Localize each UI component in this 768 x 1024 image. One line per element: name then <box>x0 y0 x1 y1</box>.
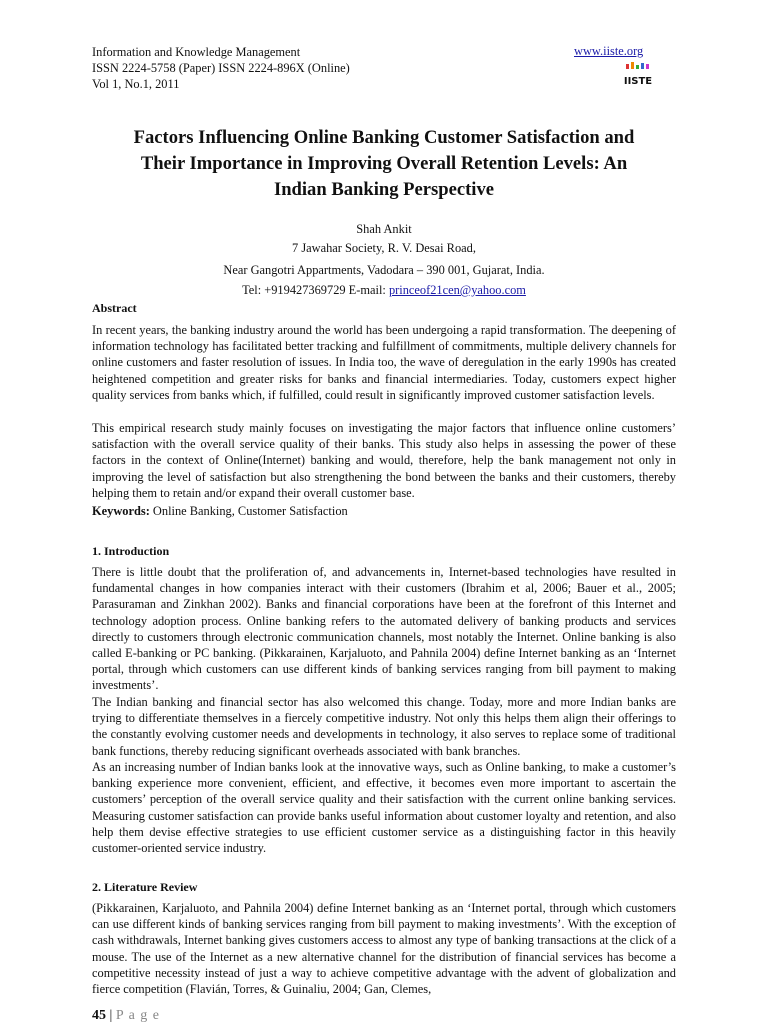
author-contact <box>92 281 676 299</box>
keywords-label: Keywords: <box>92 504 150 518</box>
keywords-value: Online Banking, Customer Satisfaction <box>149 504 348 518</box>
title-line: Factors Influencing Online Banking Customer Satisfaction and <box>133 127 635 148</box>
introduction-heading: 1. Introduction <box>92 544 170 558</box>
abstract-paragraph-1 <box>92 322 676 403</box>
literature-paragraph-1 <box>92 900 676 997</box>
author-address-1: 7 Jawahar Society, R. V. Desai Road, <box>292 241 476 255</box>
keywords-line <box>92 503 676 519</box>
contact-phone: Tel: +919427369729 E-mail: <box>242 283 389 297</box>
author-address-2: Near Gangotri Appartments, Vadodara – 390 001, Gujarat, India. <box>223 263 545 277</box>
introduction-paragraph-1 <box>92 564 676 694</box>
page-label: P a g e <box>115 1008 161 1023</box>
logo-text: IISTE <box>623 76 653 87</box>
page-number: 45 <box>92 1008 106 1023</box>
journal-volume: Vol 1, No.1, 2011 <box>92 77 180 91</box>
title-line: Indian Banking Perspective <box>273 179 495 200</box>
literature-heading: 2. Literature Review <box>92 880 198 894</box>
paragraph-text: (Pikkarainen, Karjaluoto, and Pahnila 2004) define Internet banking as an ‘Internet portal, through which customers can use different kinds of banking services ranging from bill payment to making investments’. With the exception of cash withdrawals, Internet banking gives customers access to almost any type of banking transactions at the click of a mouse. The use of the Internet as a new alternative channel for the distribution of financial services has become a competitive necessity instead of just a way to achieve competitive advantage with the advent of globalization and fierce competition (Flavián, Torres, & Guinaliu, 2004; Gan, Clemes, <box>92 901 676 997</box>
paragraph-text: As an increasing number of Indian banks look at the innovative ways, such as Online banking, to make a customer’s banking experience more convenient, efficient, and effective, it becomes even more important to ascertain the customers’ perception of the overall service quality and their satisfaction with the current online banking services. Measuring customer satisfaction can provide banks useful information about customer loyalty and retention, and also help them devise effective strategies to use efficient customer service as a distinguishing factor in this heavily customer-oriented service industry. <box>92 760 676 856</box>
abstract-heading: Abstract <box>92 301 137 315</box>
iiste-logo <box>622 62 654 92</box>
journal-header <box>92 44 350 92</box>
introduction-paragraph-3 <box>92 759 676 856</box>
author-email-link[interactable]: princeof21cen@yahoo.com <box>388 283 526 297</box>
abstract-paragraph-2 <box>92 420 676 501</box>
journal-issn: ISSN 2224-5758 (Paper) ISSN 2224-896X (Online) <box>92 61 350 75</box>
author-name: Shah Ankit <box>356 222 412 236</box>
paragraph-text: The Indian banking and financial sector has also welcomed this change. Today, more and more Indian banks are trying to differentiate themselves in a fiercely competitive industry. Not only this helps them align their offerings to the constantly evolving customer needs and developments in technology, it also serves to replace some of traditional bank functions, thereby reducing significant overheads associated with bank branches. <box>92 695 676 758</box>
journal-url-link[interactable]: www.iiste.org <box>574 44 644 58</box>
page-footer <box>92 1008 160 1024</box>
paper-title <box>92 125 676 203</box>
title-line: Their Importance in Improving Overall Retention Levels: An <box>140 153 628 174</box>
paragraph-text: In recent years, the banking industry around the world has been undergoing a rapid transformation. The deepening of information technology has facilitated better tracking and fulfillment of commitments, multiple delivery channels for online customers and faster resolution of issues. In India too, the wave of deregulation in the early 1990s has created heightened competition and greater risks for banks and financial intermediaries. Today, customers expect higher quality services from banks which, if fulfilled, could result in significantly improved customer satisfaction levels. <box>92 323 676 402</box>
paragraph-text: There is little doubt that the proliferation of, and advancements in, Internet-based technologies have resulted in fundamental changes in how companies interact with their customers (Ibrahim et al, 2006; Bauer et al., 2005; Parasuraman and Zinkhan 2002). Banks and financial corporations have been at the forefront of this Internet and technology adoption process. Online banking refers to the automated delivery of banking products and services directly to customers through electronic communication channels, most notably the Internet. Online banking is also called E-banking or PC banking. (Pikkarainen, Karjaluoto, and Pahnila 2004) define Internet banking as an ‘Internet portal, through which customers can use different kinds of banking services ranging from bill payment to making investments’. <box>92 565 676 693</box>
journal-name: Information and Knowledge Management <box>92 45 301 59</box>
introduction-paragraph-2 <box>92 694 676 759</box>
paragraph-text: This empirical research study mainly focuses on investigating the major factors that influence online customers’ satisfaction with the overall service quality of their banks. This study also helps in assessing the power of these factors in the context of Online(Internet) banking and would, therefore, help the bank management not only in improving the level of satisfaction but also strengthening the bond between the banks and their customers, thereby helping them to retain and/or expand their overall customer base. <box>92 421 676 500</box>
footer-separator: | <box>106 1008 116 1023</box>
